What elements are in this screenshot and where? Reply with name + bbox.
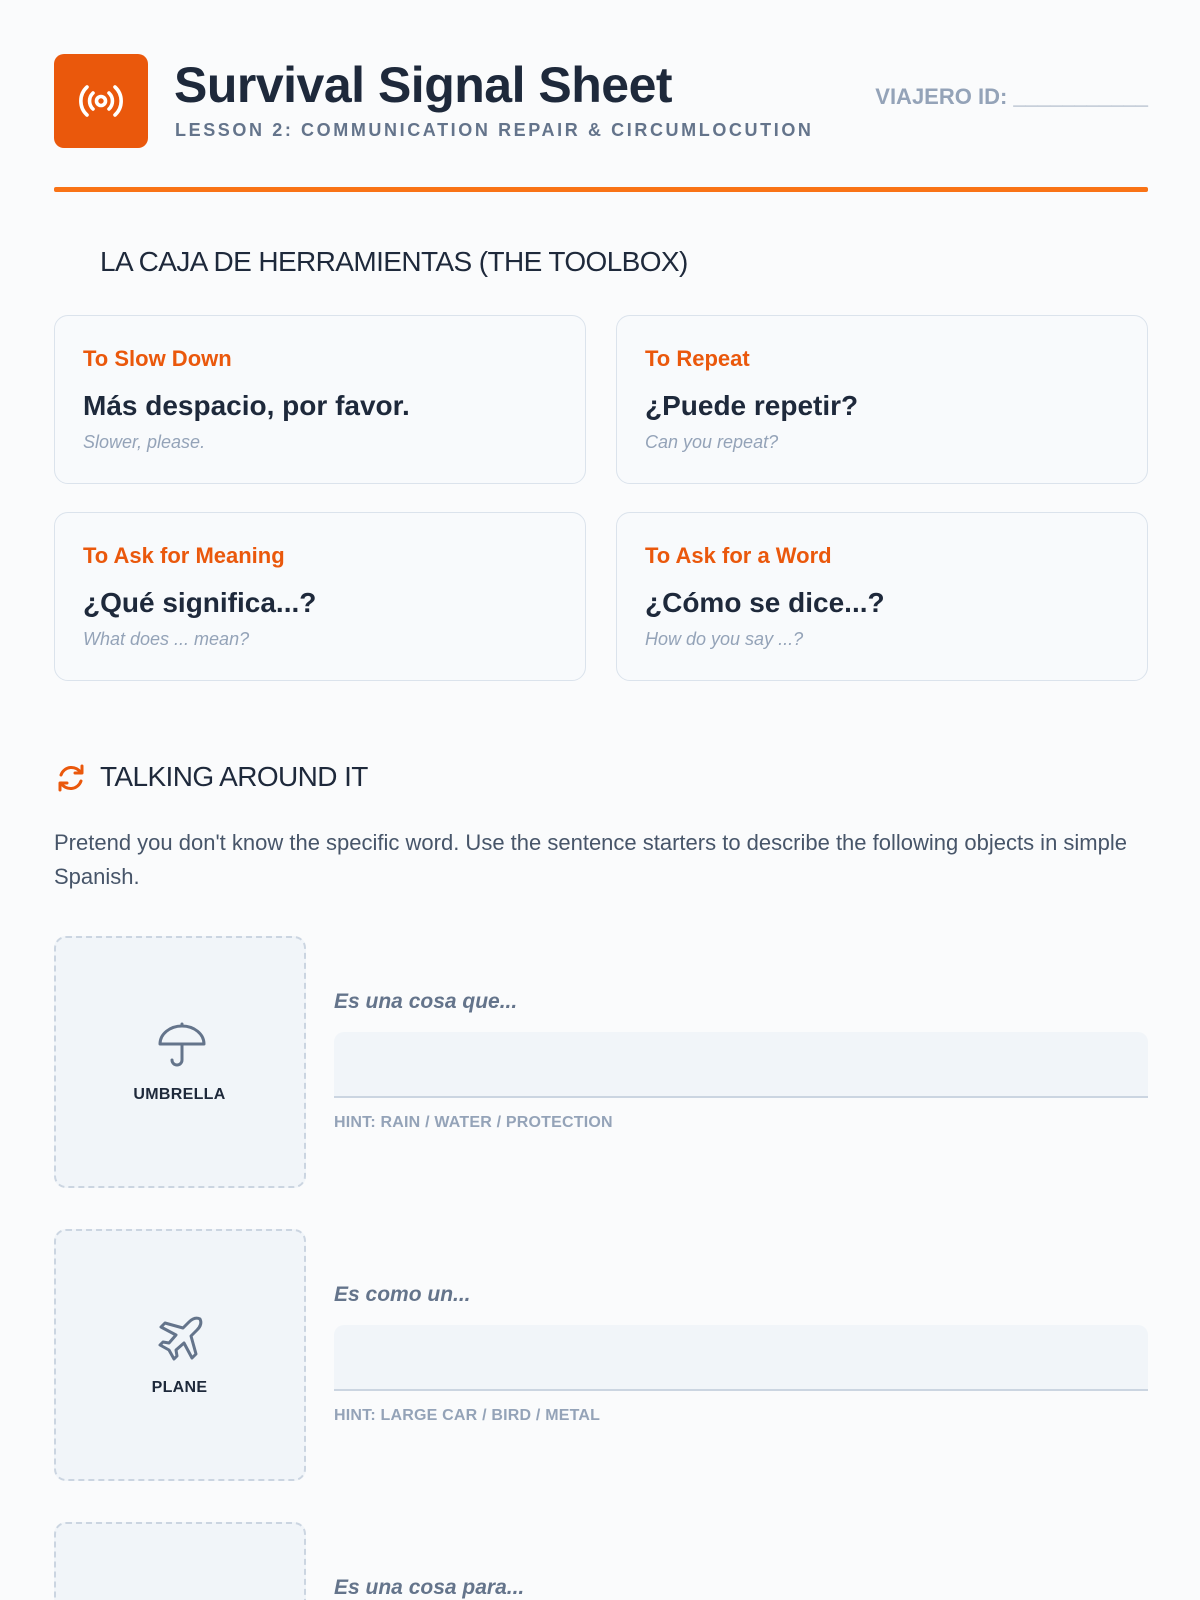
toolbox-heading: LA CAJA DE HERRAMIENTAS (THE TOOLBOX) <box>100 246 688 277</box>
card-label: To Ask for a Word <box>645 543 832 568</box>
object-card-plane <box>54 1229 306 1481</box>
sentence-starter: Es una cosa para... <box>334 1576 525 1599</box>
answer-input-umbrella[interactable] <box>334 1032 1148 1098</box>
page-title: Survival Signal Sheet <box>174 57 673 113</box>
toolbox-card-repeat <box>616 315 1148 484</box>
object-card-umbrella <box>54 936 306 1188</box>
plane-icon <box>156 1311 208 1363</box>
card-label: To Slow Down <box>83 346 232 371</box>
object-card-3 <box>54 1522 306 1600</box>
toolbox-card-slow-down <box>54 315 586 484</box>
talking-heading: TALKING AROUND IT <box>100 761 368 792</box>
instructions: Pretend you don't know the specific word. Use the sentence starters to describe the following objects in simple Spanish. <box>54 830 1127 889</box>
header <box>54 54 1148 148</box>
header-divider <box>54 187 1148 192</box>
card-translation: What does ... mean? <box>83 629 250 649</box>
card-label: To Repeat <box>645 346 750 371</box>
card-phrase: ¿Cómo se dice...? <box>645 587 885 618</box>
lesson-subtitle: LESSON 2: COMMUNICATION REPAIR & CIRCUMLOCUTION <box>175 120 814 140</box>
answer-input-plane[interactable] <box>334 1325 1148 1391</box>
sentence-starter: Es una cosa que... <box>334 990 518 1013</box>
card-translation: How do you say ...? <box>645 629 804 649</box>
umbrella-icon <box>156 1018 208 1070</box>
object-label: PLANE <box>151 1379 208 1396</box>
object-label: UMBRELLA <box>133 1086 226 1103</box>
card-phrase: ¿Qué significa...? <box>83 587 317 618</box>
card-phrase: Más despacio, por favor. <box>83 390 410 421</box>
card-translation: Slower, please. <box>83 432 206 452</box>
card-translation: Can you repeat? <box>645 432 779 452</box>
toolbox-card-word <box>616 512 1148 681</box>
sentence-starter: Es como un... <box>334 1283 471 1306</box>
radio-signal-icon <box>73 73 129 129</box>
hint-text: HINT: LARGE CAR / BIRD / METAL <box>334 1407 601 1424</box>
worksheet-page <box>54 0 1148 1600</box>
hint-text: HINT: RAIN / WATER / PROTECTION <box>334 1114 613 1131</box>
logo <box>54 54 148 148</box>
card-label: To Ask for Meaning <box>83 543 285 568</box>
toolbox-card-meaning <box>54 512 586 681</box>
card-phrase: ¿Puede repetir? <box>645 390 859 421</box>
refresh-icon <box>54 761 88 795</box>
viajero-id-field[interactable]: VIAJERO ID: ___________ <box>875 84 1148 109</box>
